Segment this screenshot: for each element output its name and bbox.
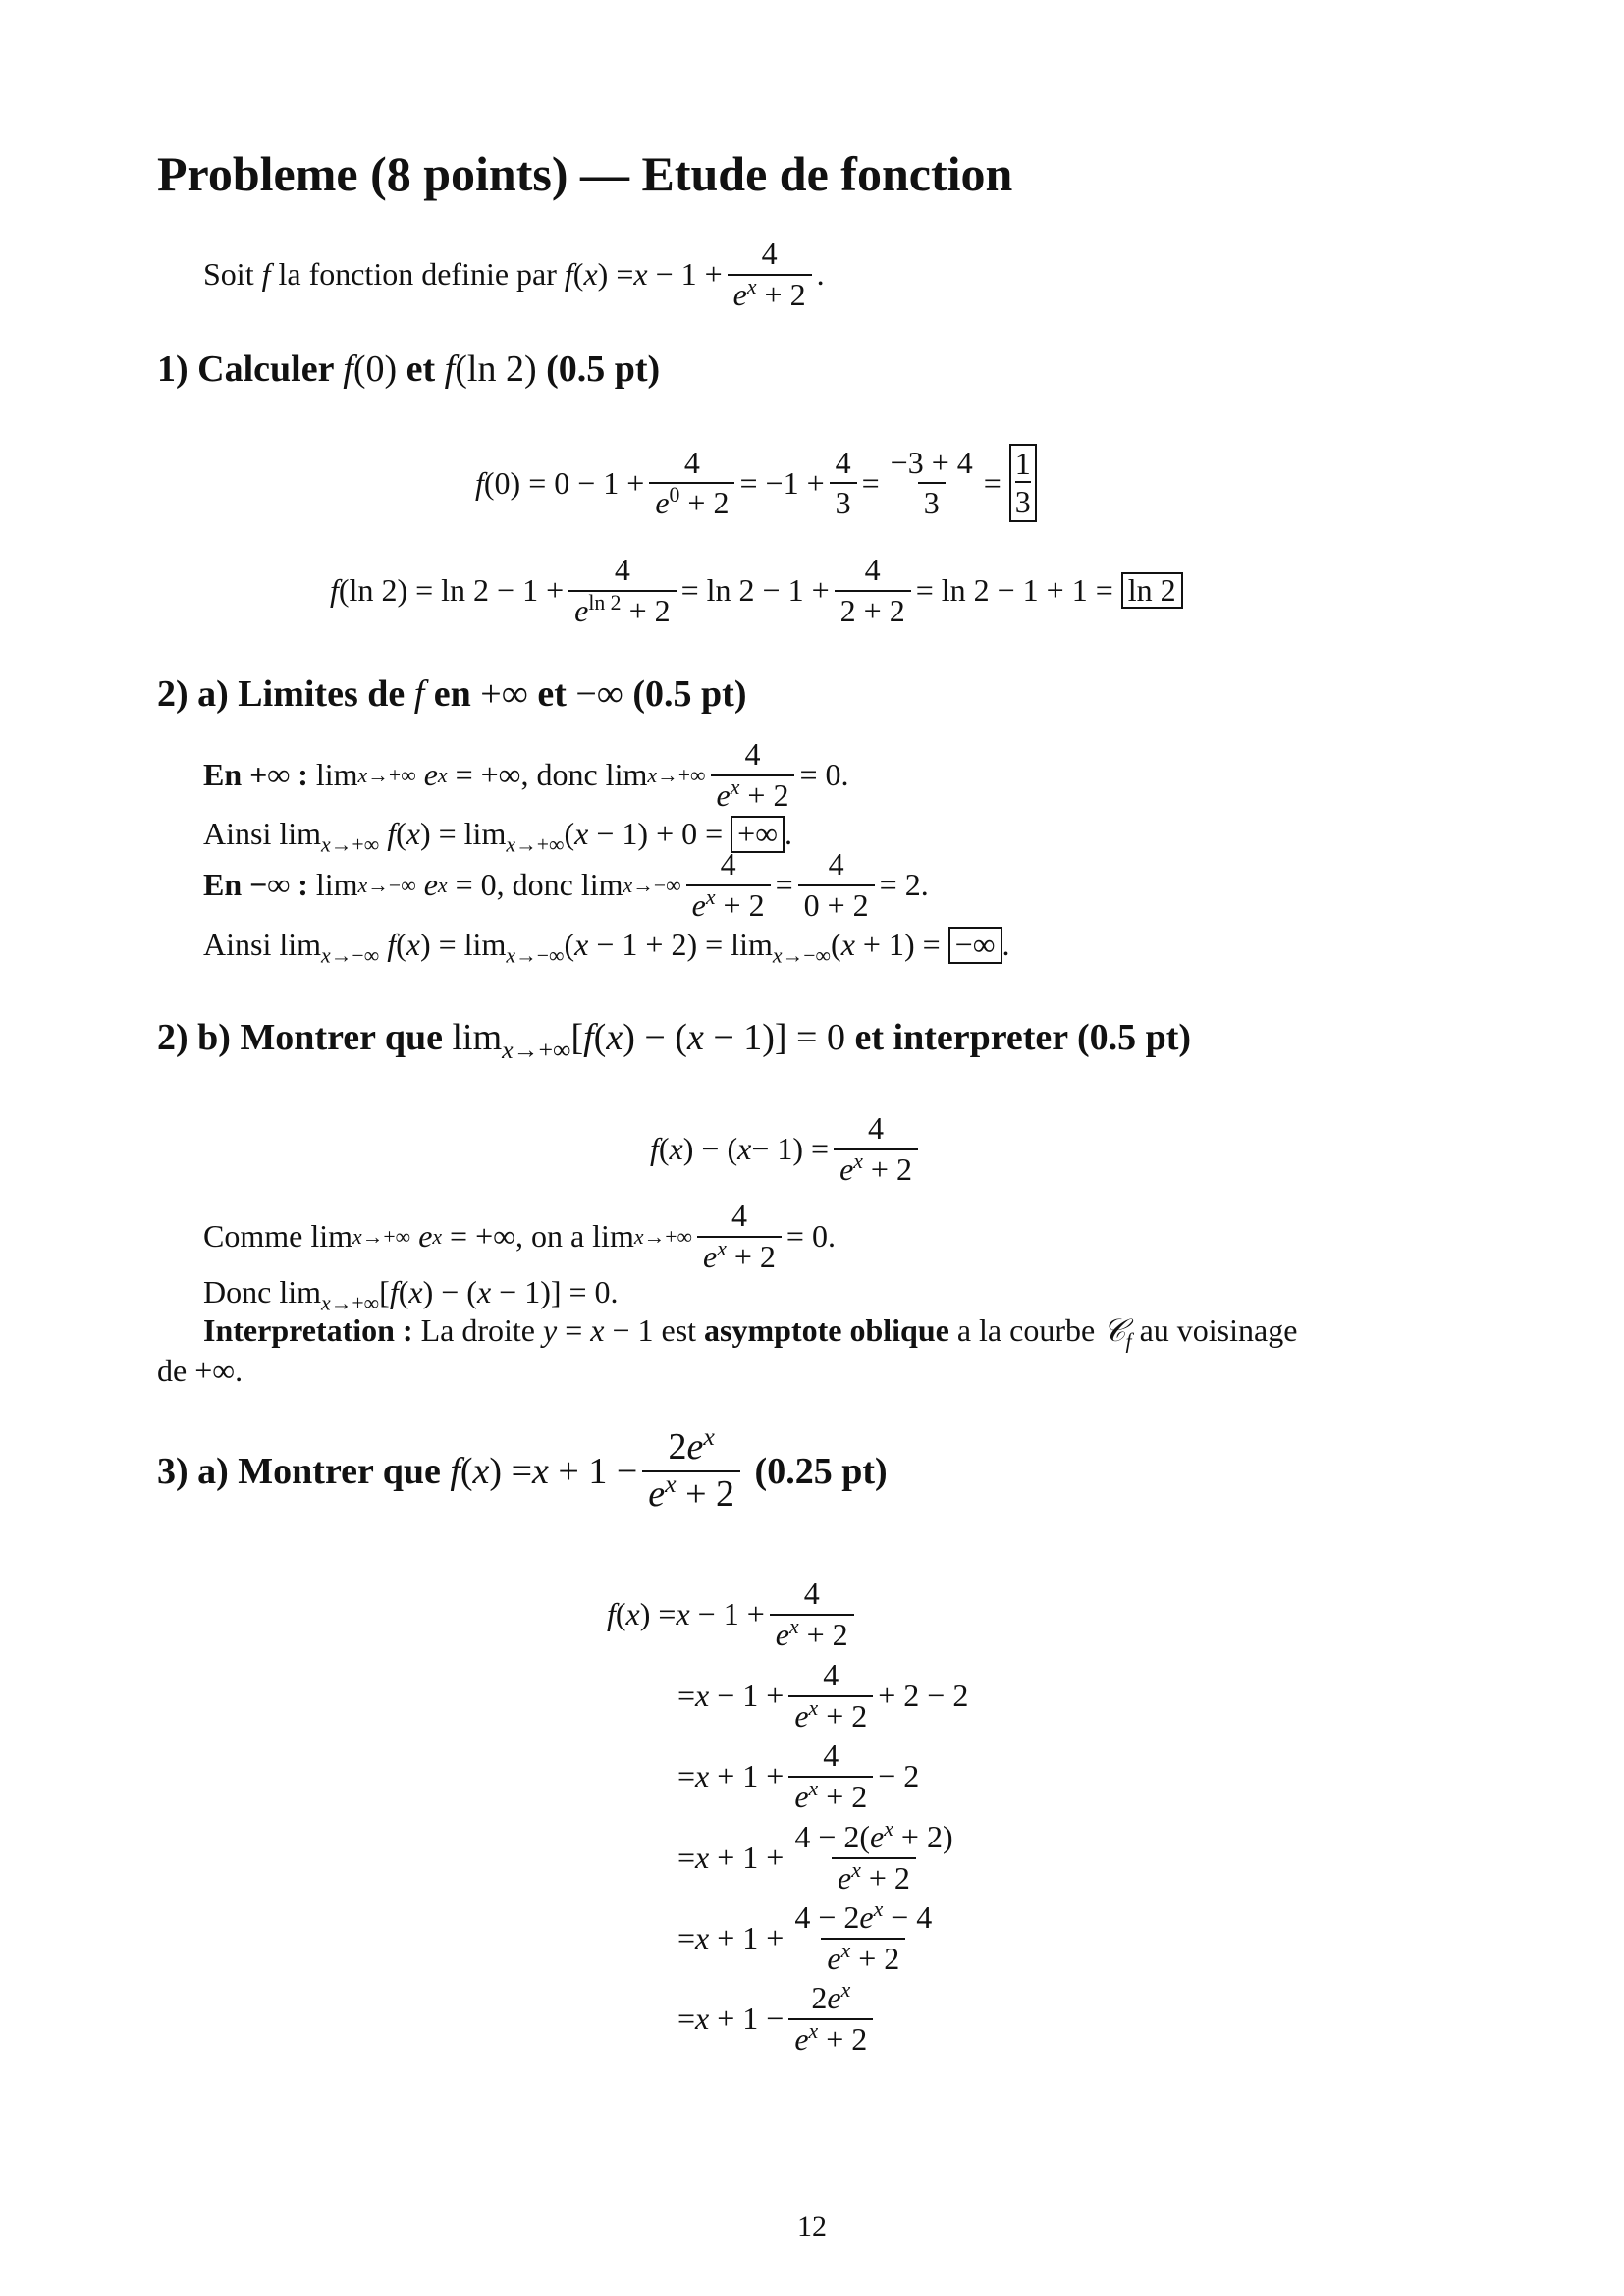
question-1-heading: 1) Calculer f(0) et f(ln 2) (0.5 pt)	[157, 348, 661, 390]
page-number: 12	[797, 2211, 827, 2243]
derivation-row-4: = x + 1 + $\frac{4 - 2(e^x + 2)}{e^x + 2}$	[677, 1817, 953, 1896]
question-3a-heading: 3) a) Montrer que f ( x ) = x + 1 − $\frac{2e^x}{e^x + 2}$ (0.25 pt)	[157, 1421, 888, 1515]
limit-plus-conclusion-line: Ainsi $\lim_{x\to+\infty} f(x) = \lim_{x\to+\infty}(x - 1) + 0$ = +∞ .	[203, 816, 793, 857]
comme-line: Comme lim x→+∞ e x = +∞, on a lim x→+∞ $\frac{4}{e^x + 2}$ = 0.	[203, 1198, 836, 1274]
derivation-row-5: = x + 1 + $\frac{4 - 2e^x - 4}{e^x + 2}$	[677, 1897, 933, 1976]
derivation-row-3: = x + 1 + $\frac{4}{e^x + 2}$ − 2	[677, 1737, 920, 1814]
boxed-result-minus-infinity: −∞	[948, 927, 1002, 964]
interpretation-line: Interpretation : La droite y = x − 1 est asymptote oblique a la courbe 𝒞$_f$ au voisinage	[203, 1312, 1298, 1354]
boxed-result-fln2: ln 2	[1121, 572, 1183, 610]
page-title: Probleme (8 points) — Etude de fonction	[157, 146, 1013, 201]
limit-minus-infinity-line: En −∞ : lim x→−∞ e x = 0, donc lim x→−∞ $\frac{4}{e^x + 2}$ = $\frac{4}{0 + 2}$ = 2.	[203, 846, 929, 923]
interpretation-line-2: de +∞.	[157, 1353, 244, 1388]
derivation-row-6: = x + 1 − $\frac{2e^x}{e^x + 2}$	[677, 1982, 878, 2056]
derivation-row-1: f ( x ) = x − 1 + $\frac{4}{e^x + 2}$	[607, 1577, 859, 1651]
equation-fln2: f (ln 2) = ln 2 − 1 + $\frac{4}{e^{ln 2} + 2}$ = ln 2 − 1 + $\frac{4}{2 + 2}$ = ln 2 − 1 + 1 = ln 2	[330, 554, 1183, 627]
question-2b-heading: 2) b) Montrer que $\lim_{x\to+\infty}[f(x) - (x - 1)] = 0$ et interpreter (0.5 pt)	[157, 1017, 1192, 1065]
derivation-row-2: = x − 1 + $\frac{4}{e^x + 2}$ + 2 − 2	[677, 1657, 969, 1734]
boxed-result-plus-infinity: +∞	[731, 816, 785, 853]
boxed-result-f0: 1 3	[1009, 444, 1037, 522]
equation-f0: f (0) = 0 − 1 + $\frac{4}{e^0 + 2}$ = −1 + $\frac{4}{3}$ = $\frac{-3 + 4}{3}$ = 1 3	[475, 444, 1037, 522]
equation-difference: f ( x ) − ( x − 1) = $\frac{4}{e^x + 2}$	[650, 1112, 923, 1186]
intro-line: Soit f la fonction definie par f ( x ) = x − 1 + $\frac{4}{e^x + 2}$ .	[203, 236, 825, 312]
question-2a-heading: 2) a) Limites de f en +∞ et −∞ (0.5 pt)	[157, 673, 747, 715]
limit-plus-infinity-line: En +∞ : lim x→+∞ e x = +∞, donc lim x→+∞ $\frac{4}{e^x + 2}$ = 0.	[203, 736, 849, 813]
limit-minus-conclusion-line: Ainsi $\lim_{x\to-\infty} f(x) = \lim_{x\to-\infty}(x - 1 + 2) = \lim_{x\to-\infty}(x + 1)$ = −∞ .	[203, 927, 1010, 968]
donc-line: Donc $\lim_{x\to+\infty}[f(x) - (x - 1)] = 0$.	[203, 1274, 619, 1315]
